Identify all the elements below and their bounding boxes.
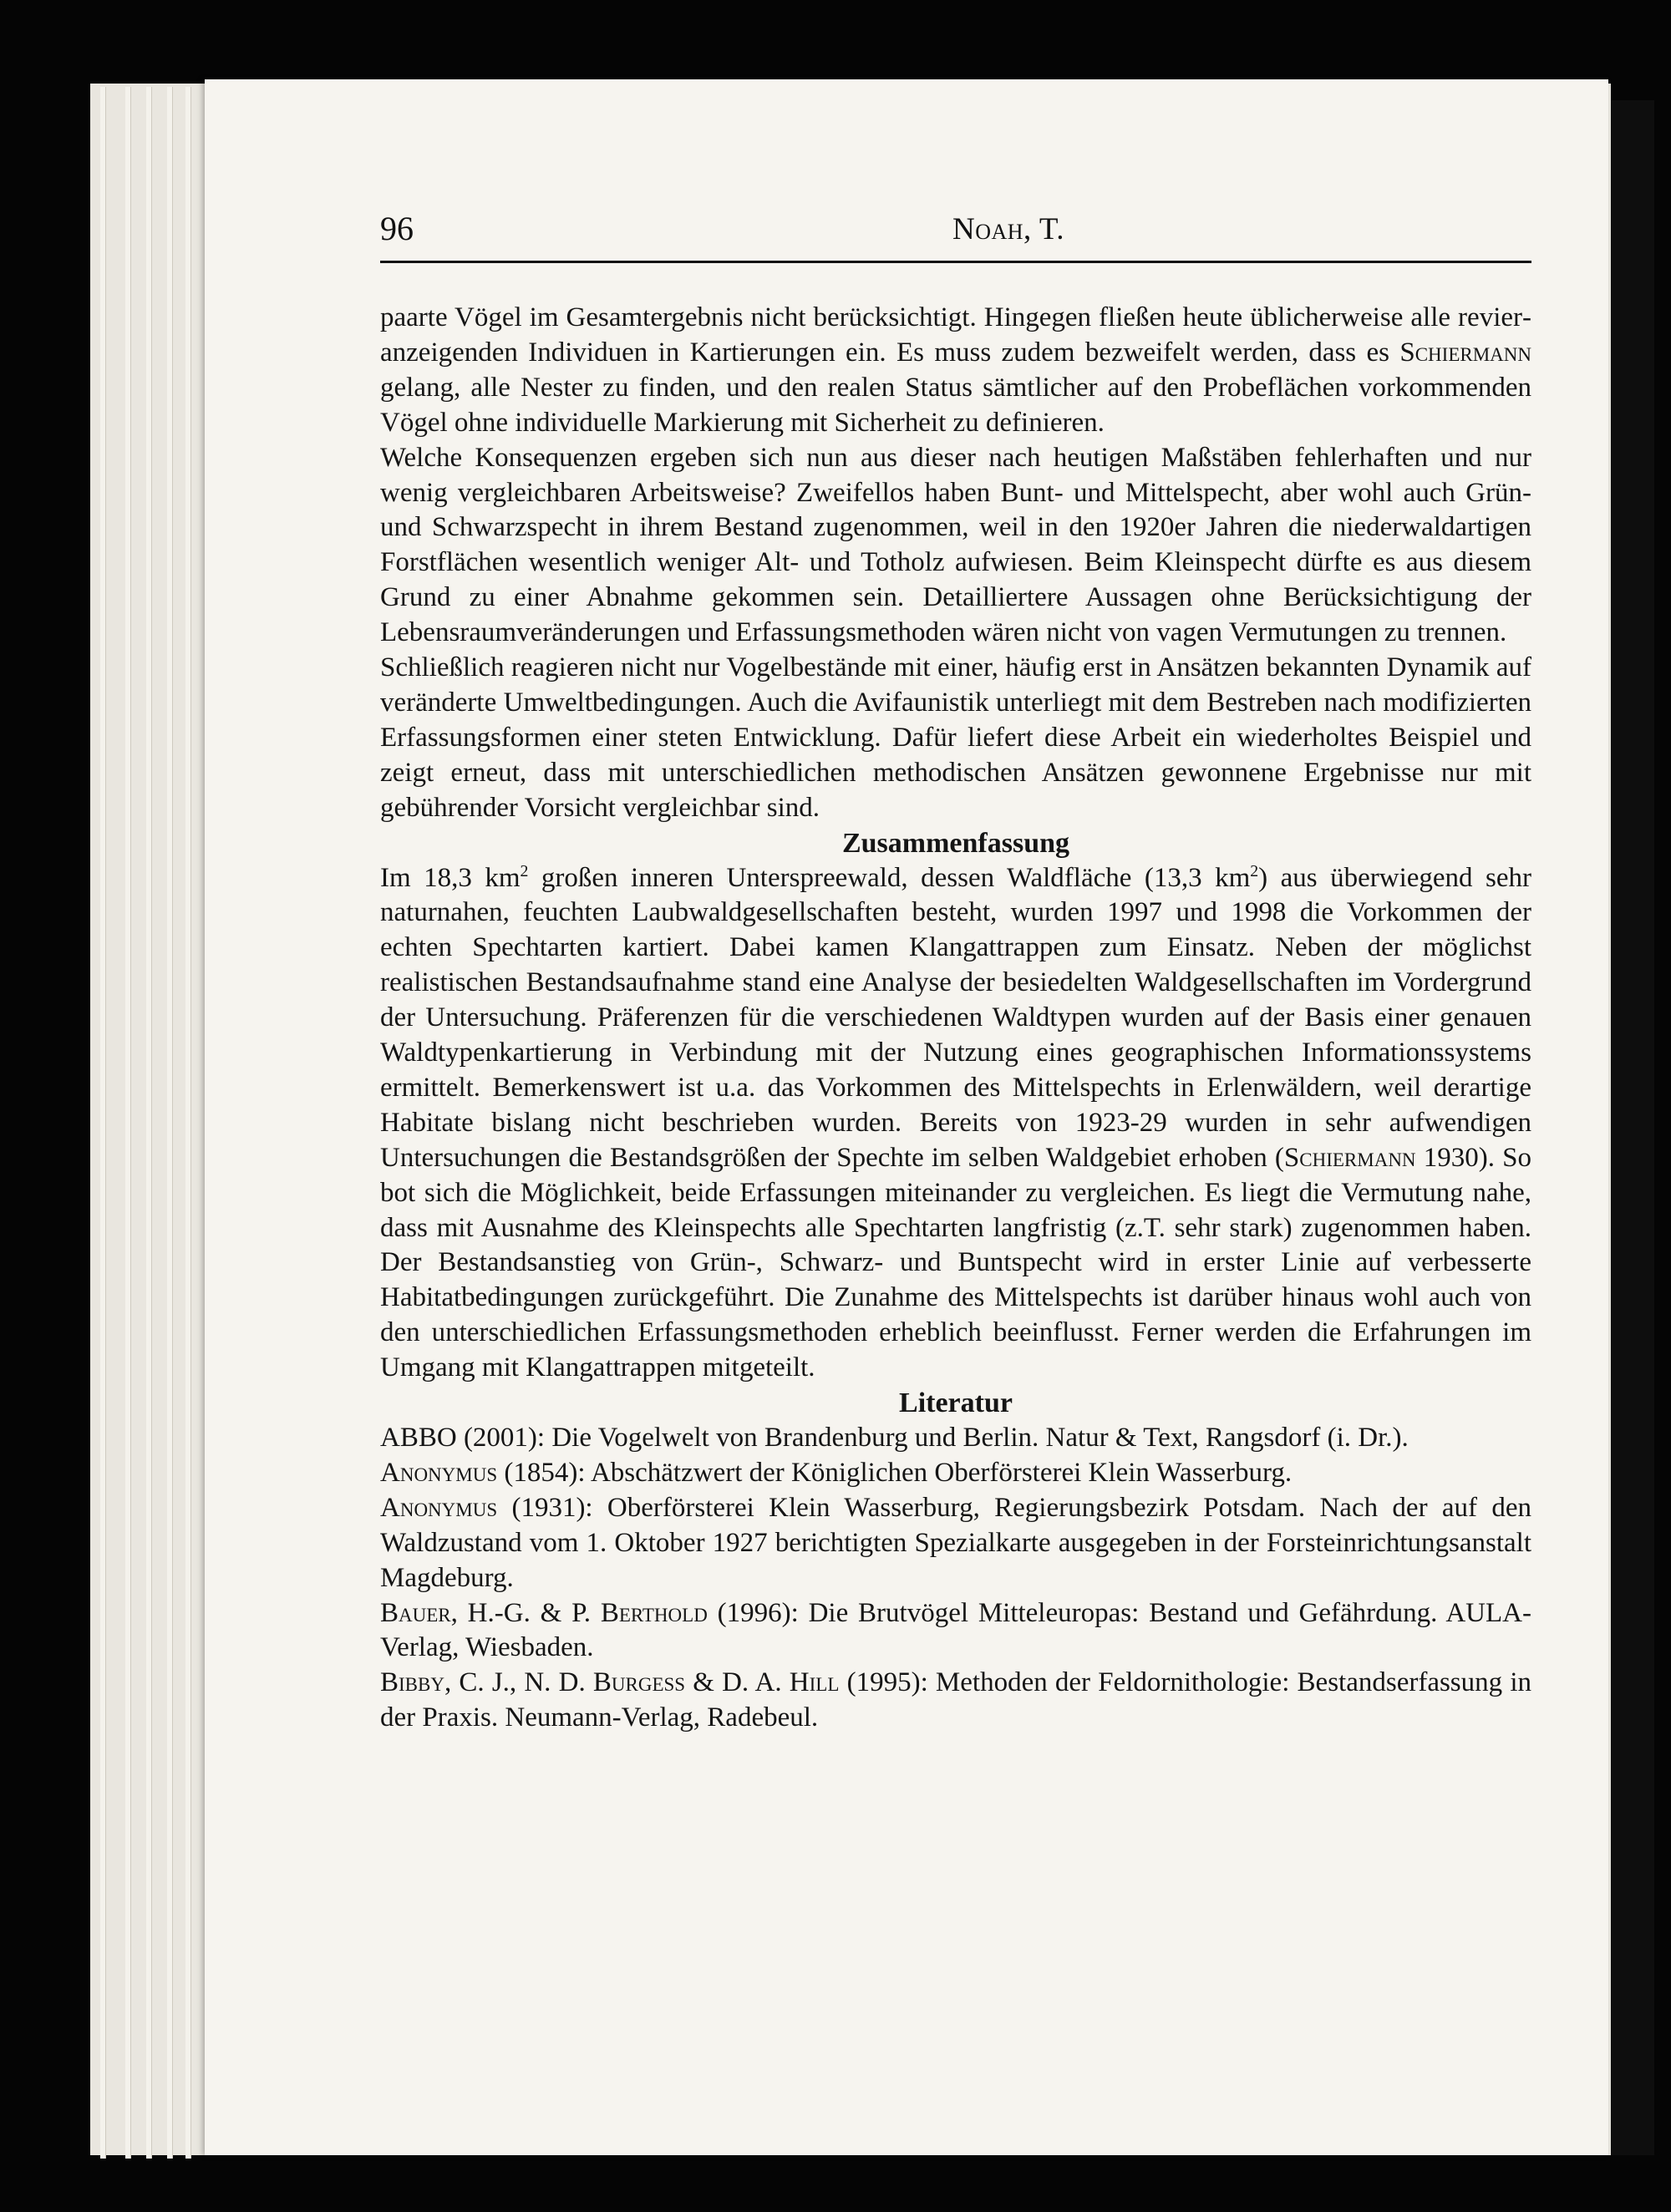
- reference-author: Bibby, C. J., N. D. Burgess & D. A. Hill: [380, 1667, 840, 1698]
- literature-heading: Literatur: [899, 1388, 1013, 1419]
- reference-text: (1996): Die Brutvögel Mitteleuropas: Bestand und Gefährdung. AULA-Verlag, Wiesbaden.: [380, 1597, 1531, 1663]
- reference-item: [380, 1596, 1531, 1667]
- book-spine: [1611, 100, 1654, 2155]
- paragraph: Schließlich reagieren nicht nur Vogelbestände mit einer, häufig erst in Ansätzen bekannten Dynamik auf veränderte Umweltbedingungen. Auch die Avifaunistik unterliegt mit dem Bestreben nach modifizierten Erfassungsformen einer steten Entwicklung. Dafür liefert diese Arbeit ein wiederholtes Beispiel und zeigt erneut, dass mit unterschiedlichen methodischen Ansätzen gewonnene Ergebnisse nur mit gebührender Vorsicht vergleichbar sind.: [380, 652, 1531, 823]
- reference-author: Bauer, H.-G. & P. Berthold: [380, 1597, 708, 1628]
- reference-text: (1931): Oberförsterei Klein Wasserburg, Regierungsbezirk Potsdam. Nach der auf den Waldzustand vom 1. Oktober 1927 berichtigten Spezialkarte ausgegeben in der Forsteinrichtungsanstalt Magdeburg.: [380, 1492, 1531, 1593]
- superscript: 2: [1250, 861, 1259, 880]
- summary-heading: Zusammenfassung: [841, 827, 1070, 859]
- summary-paragraph: [380, 861, 1531, 1387]
- summary-text: 1930). So bot sich die Möglichkeit, beide Erfassungen miteinander zu vergleichen. Es liegt die Vermutung nahe, dass mit Ausnahme des Kleinspechts alle Spechtarten langfristig (z.T. sehr stark) zugenommen haben. Der Bestandsanstieg von Grün-, Schwarz- und Buntspecht wird in erster Linie auf verbesserte Habitatbedingungen zurückgeführt. Die Zunahme des Mittelspechts ist darüber hinaus wohl auch von den unterschiedlichen Erfassungsmethoden erheblich beeinflusst. Ferner werden die Erfahrungen im Umgang mit Klangattrappen mitgeteilt.: [380, 1142, 1532, 1383]
- page-edge: [125, 87, 131, 2159]
- summary-text: Im 18,3 km: [380, 862, 521, 893]
- reference-text: (1854): Abschätzwert der Königlichen Oberförsterei Klein Wasserburg.: [497, 1457, 1293, 1488]
- paragraph: Welche Konsequenzen ergeben sich nun aus dieser nach heutigen Maßstäben fehlerhaften und nur wenig vergleichbaren Arbeitsweise? Zweifellos haben Bunt- und Mittelspecht, aber wohl auch Grün- und Schwarzspecht in ihrem Bestand zugenommen, weil in den 1920er Jahren die niederwaldartigen Forstflächen wesentlich weniger Alt- und Totholz aufwiesen. Beim Kleinspecht dürfte es aus diesem Grund zu einer Abnahme gekommen sein. Detailliertere Aussagen ohne Berücksichtigung der Lebensraumveränderungen und Erfassungsmethoden wären nicht von vagen Vermutungen zu trennen.: [380, 442, 1531, 648]
- summary-text: ) aus überwiegend sehr naturnahen, feuchten Laubwaldgesellschaften besteht, wurden 1997 und 1998 die Vorkommen der echten Spechtarten kartiert. Dabei kamen Klangattrappen zum Einsatz. Neben der möglichst realistischen Bestandsaufnahme stand eine Analyse der besiedelten Waldgesellschaften im Vordergrund der Untersuchung. Präferenzen für die verschiedenen Waldtypen wurden auf der Basis einer genauen Waldtypenkartierung in Verbindung mit der Nutzung eines geographischen Informationssystems ermittelt. Bemerkenswert ist u.a. das Vorkommen des Mittelspechts in Erlenwäldern, weil derartige Habitate bislang nicht beschrieben wurden. Bereits von 1923-29 wurden in sehr aufwendigen Untersuchungen die Bestandsgrößen der Spechte im selben Waldgebiet erhoben (: [380, 862, 1531, 1173]
- reference-item: [380, 1421, 1531, 1456]
- reference-author: Anonymus: [380, 1492, 498, 1523]
- reference-author: ABBO: [380, 1423, 457, 1453]
- page-header: [380, 209, 1531, 263]
- paragraph: [380, 301, 1531, 441]
- reference-text: (1995): Methoden der Feldornithologie: Bestandserfassung in der Praxis. Neumann-Verlag, Radebeul.: [380, 1667, 1531, 1733]
- page-number: 96: [380, 210, 414, 247]
- superscript: 2: [520, 861, 529, 880]
- reference-item: [380, 1456, 1531, 1491]
- summary-text: großen inneren Unterspreewald, dessen Waldfläche (13,3 km: [528, 862, 1251, 893]
- running-head: Noah, T.: [952, 212, 1064, 246]
- page-edge: [100, 87, 106, 2159]
- paragraph-text: paarte Vögel im Gesamtergebnis nicht berücksichtigt. Hingegen fließen heute üblicherweise alle revieranzeigenden Individuen in Kartierungen ein. Es muss zudem bezweifelt werden, dass es Schiermann gelang, alle Nester zu finden, und den realen Status sämtlicher auf den Probeflächen vorkommenden Vögel ohne individuelle Markierung mit Sicherheit zu definieren.: [380, 302, 1531, 438]
- author-name: Schiermann: [1399, 337, 1531, 368]
- page-edge: [185, 87, 191, 2159]
- page-edge: [167, 87, 173, 2159]
- reference-author: Anonymus: [380, 1457, 498, 1488]
- reference-text: (2001): Die Vogelwelt von Brandenburg und Berlin. Natur & Text, Rangsdorf (i. Dr.).: [456, 1423, 1409, 1453]
- reference-item: [380, 1666, 1531, 1736]
- page-edge: [146, 87, 152, 2159]
- page-body: [380, 301, 1531, 1736]
- author-name: Schiermann: [1283, 1142, 1416, 1173]
- reference-item: [380, 1491, 1531, 1596]
